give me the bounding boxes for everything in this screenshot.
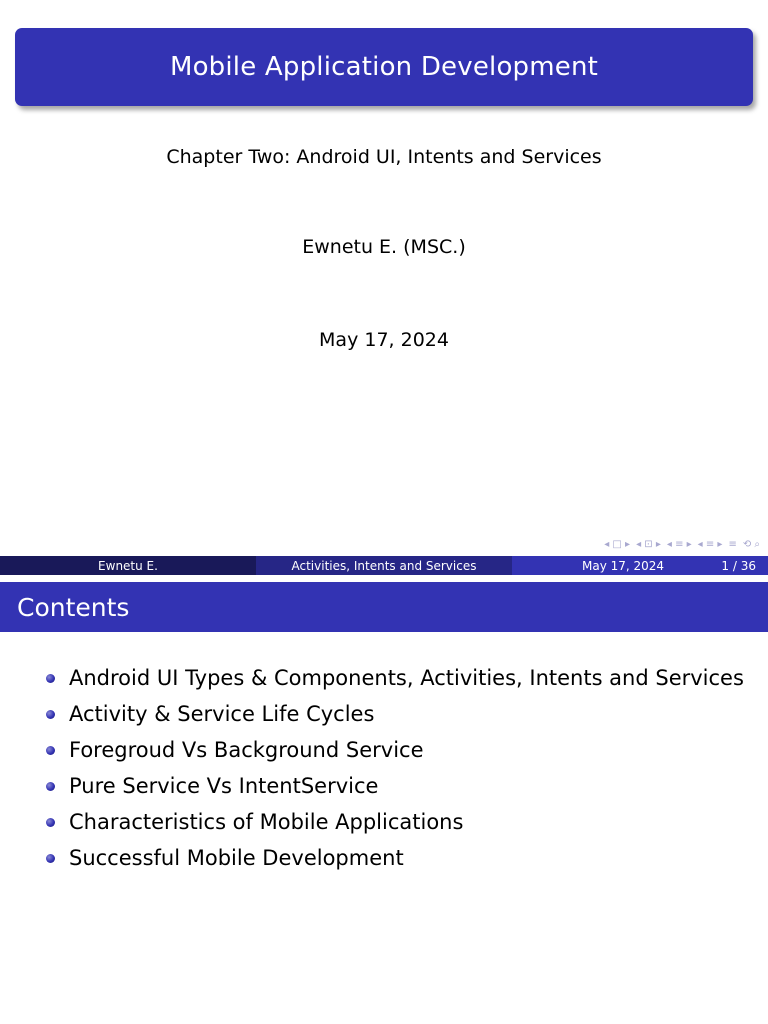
- presentation-author: Ewnetu E. (MSC.): [302, 236, 466, 258]
- bullet-icon: [46, 710, 55, 719]
- nav-subsection-icon[interactable]: ◂ ⊡ ▸: [636, 539, 661, 550]
- frame-title: Contents: [17, 592, 130, 622]
- bullet-icon: [46, 746, 55, 755]
- bullet-icon: [46, 674, 55, 683]
- list-item-text: Activity & Service Life Cycles: [69, 702, 375, 726]
- title-box: [15, 28, 753, 106]
- list-item: [0, 804, 768, 840]
- beamer-navigation: [604, 538, 760, 552]
- nav-document-icon[interactable]: ◂ ≡ ▸: [697, 539, 723, 550]
- nav-frame-icon[interactable]: ◂ □ ▸: [604, 539, 631, 550]
- slide-footer: [0, 556, 768, 575]
- list-item: [0, 696, 768, 732]
- footer-info: [512, 556, 768, 575]
- list-item-text: Successful Mobile Development: [69, 846, 404, 870]
- footer-title: [256, 556, 512, 575]
- nav-menu-icon[interactable]: ≡: [728, 539, 737, 550]
- list-item-text: Pure Service Vs IntentService: [69, 774, 379, 798]
- nav-section-icon[interactable]: ◂ ≡ ▸: [666, 539, 692, 550]
- footer-author-text: Ewnetu E.: [98, 558, 158, 573]
- list-item: [0, 660, 768, 696]
- presentation-date: May 17, 2024: [319, 329, 449, 351]
- bullet-icon: [46, 818, 55, 827]
- presentation-subtitle: Chapter Two: Android UI, Intents and Services: [166, 146, 602, 168]
- frame-title-bar: [0, 582, 768, 632]
- list-item-text: Characteristics of Mobile Applications: [69, 810, 464, 834]
- list-item-text: Foregroud Vs Background Service: [69, 738, 424, 762]
- bullet-icon: [46, 782, 55, 791]
- footer-author: [0, 556, 256, 575]
- nav-search-icon[interactable]: ⟲ ⌕: [742, 539, 760, 550]
- footer-title-text: Activities, Intents and Services: [291, 558, 477, 573]
- presentation-title: Mobile Application Development: [169, 52, 599, 82]
- list-item: [0, 732, 768, 768]
- footer-date: May 17, 2024: [582, 558, 665, 573]
- list-item: [0, 840, 768, 876]
- list-item: [0, 768, 768, 804]
- bullet-icon: [46, 854, 55, 863]
- list-item-text: Android UI Types & Components, Activities, Intents and Services: [69, 666, 744, 690]
- footer-page-number: 1 / 36: [721, 558, 756, 573]
- contents-list: [0, 660, 768, 876]
